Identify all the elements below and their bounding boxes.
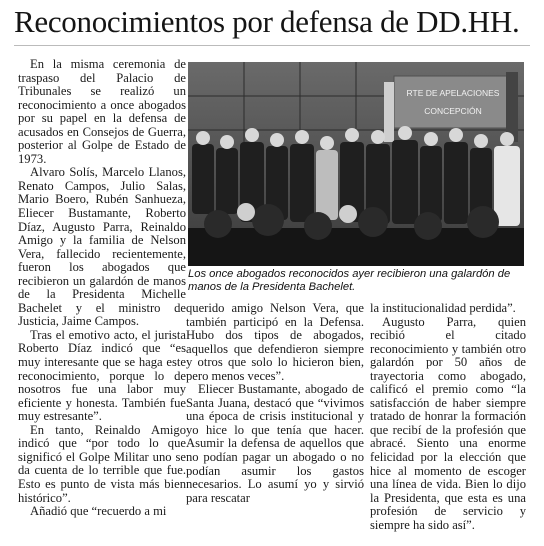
- article-column-2: [186, 302, 364, 505]
- photo-caption: Los once abogados reconocidos ayer recibieron una galardón de manos de la Presidenta Bachelet.: [188, 268, 511, 293]
- ceremony-photo-illustration: [188, 62, 524, 266]
- paragraph: En la misma ceremonia de traspaso del Palacio de Tribunales se realizó un reconocimiento a once abogados por su papel en la defensa de acusados en Consejos de Guerra, posterior al Golpe de Estado de 1973.: [18, 57, 186, 166]
- headline-divider: [14, 45, 530, 46]
- article-column-3: [370, 302, 526, 532]
- paragraph: Eliecer Bustamante, abogado de Santa Juana, destacó que “vivimos una época de crisis institucional y yo hice lo que tenía que hacer. Asumir la defensa de aquellos que no podían pagar un abogado o no podían asumir los gastos necesarios. Lo asumí yo y sirvió para rescatar: [186, 382, 364, 505]
- photo-sign-line1: RTE DE APELACIONES: [406, 88, 500, 98]
- ceremony-photo: [188, 62, 524, 266]
- article-column-1: [18, 58, 186, 519]
- paragraph: Añadió que “recuerdo a mi: [30, 504, 167, 519]
- paragraph: querido amigo Nelson Vera, que también participó en la Defensa. Hubo dos tipos de abogados, aquellos que defendieron siempre y otros que solo lo hicieron bien, pero menos veces”.: [186, 301, 364, 383]
- paragraph: Tras el emotivo acto, el jurista Roberto Díaz indicó que “es muy interesante que se haga este reconocimiento, porque lo de nosotros fue una labor muy eficiente y honesta. También fue muy estresante”.: [18, 327, 186, 424]
- paragraph: En tanto, Reinaldo Amigo indicó que “por todo lo que significó el Golpe Militar uno se da cuenta de lo terrible que fue. Esto es punto de vista más bien histórico”.: [18, 422, 186, 505]
- paragraph: Alvaro Solís, Marcelo Llanos, Renato Campos, Julio Salas, Mario Boero, Rubén Sanhueza, Eliecer Bustamante, Roberto Díaz, Augusto Parra, Reinaldo Amigo y la familia de Nelson Vera, fallecido recientemente, fueron los abogados que recibieron un galardón de manos de la Presidenta Michelle Bachelet y el ministro de Justicia, Jaime Campos.: [18, 165, 186, 329]
- photo-sign-line2: CONCEPCIÓN: [424, 106, 482, 116]
- headline: Reconocimientos por defensa de DD.HH.: [14, 4, 520, 39]
- paragraph: la institucionalidad perdida”.: [370, 301, 516, 315]
- paragraph: Augusto Parra, quien recibió el citado reconocimiento y también otro galardón por 50 años de trayectoria como abogado, calificó el premio como “la satisfacción de haber siempre tratado de honrar la formación que recibí de la profesión que abracé. Siento una enorme felicidad por la elección que hice al momento de escoger una línea de vida. Bien lo dijo la Presidenta, que esta es una profesión de servicio y siempre ha sido así”.: [370, 314, 526, 532]
